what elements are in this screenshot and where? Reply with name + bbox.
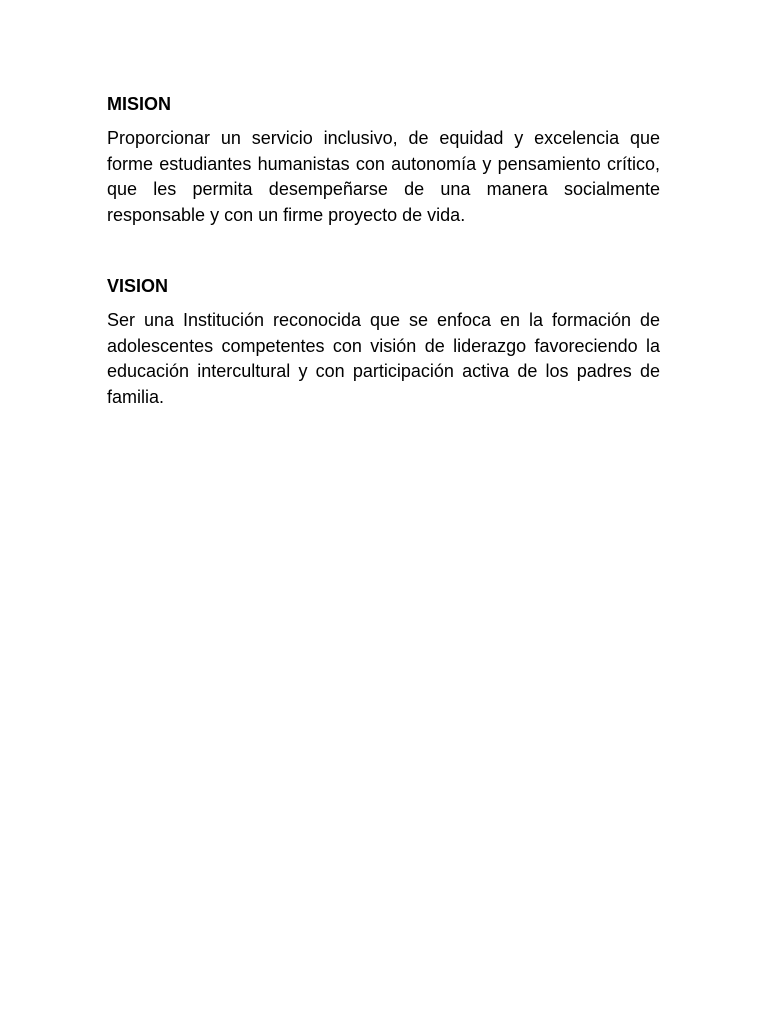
vision-heading: VISION — [107, 276, 169, 296]
mision-section — [107, 93, 660, 228]
vision-paragraph: Ser una Institución reconocida que se enfoca en la formación de adolescentes competentes con visión de liderazgo favoreciendo la educación intercultural y con participación activa de los padres de familia. — [107, 310, 660, 407]
mision-heading: MISION — [107, 94, 172, 114]
vision-section — [107, 275, 660, 410]
mision-paragraph: Proporcionar un servicio inclusivo, de equidad y excelencia que forme estudiantes humanistas con autonomía y pensamiento crítico, que les permita desempeñarse de una manera socialmente responsable y con un firme proyecto de vida. — [107, 128, 660, 225]
document-page — [107, 93, 660, 410]
